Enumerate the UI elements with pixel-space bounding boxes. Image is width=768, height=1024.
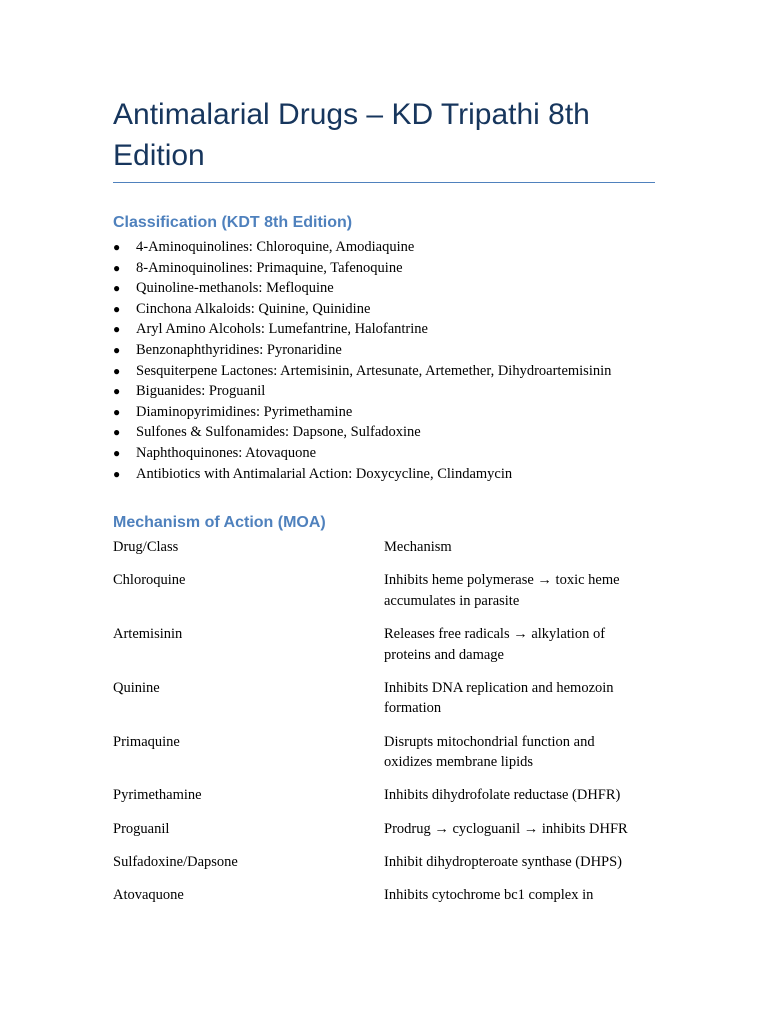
mechanism-cell: Inhibit dihydropteroate synthase (DHPS) [384, 853, 623, 870]
bullet-dot-icon: ● [113, 301, 121, 316]
moa-heading: Mechanism of Action (MOA) [113, 514, 326, 532]
bullet-dot-icon: ● [113, 445, 121, 460]
drug-cell: Artemisinin [113, 626, 183, 643]
list-item-text: Antibiotics with Antimalarial Action: Doxycycline, Clindamycin [136, 465, 513, 482]
bullet-dot-icon: ● [113, 260, 121, 275]
mechanism-cell: Inhibits DNA replication and hemozoin formation [384, 679, 614, 717]
table-row [113, 785, 655, 806]
bullet-dot-icon: ● [113, 342, 121, 357]
drug-cell: Chloroquine [113, 572, 186, 589]
list-item-text: Sulfones & Sulfonamides: Dapsone, Sulfadoxine [136, 424, 421, 441]
drug-cell: Proguanil [113, 820, 170, 837]
mechanism-cell: Inhibits dihydrofolate reductase (DHFR) [384, 787, 621, 804]
table-row [113, 678, 655, 719]
list-item [113, 402, 655, 423]
table-row [113, 852, 655, 873]
list-item [113, 237, 655, 258]
list-item-text: Quinoline-methanols: Mefloquine [136, 280, 334, 297]
mechanism-cell: Prodrug → cycloguanil → inhibits DHFR [384, 820, 628, 837]
moa-table-header [113, 537, 655, 558]
list-item-text: Benzonaphthyridines: Pyronaridine [136, 341, 342, 358]
column-header-drug: Drug/Class [113, 539, 179, 556]
mechanism-cell: Inhibits cytochrome bc1 complex in [384, 887, 594, 903]
list-item [113, 361, 655, 382]
mechanism-cell: Releases free radicals → alkylation of proteins and damage [384, 626, 606, 663]
bullet-dot-icon: ● [113, 363, 121, 378]
table-row [113, 885, 655, 906]
list-item-text: Diaminopyrimidines: Pyrimethamine [136, 403, 353, 420]
bullet-dot-icon: ● [113, 322, 121, 337]
list-item-text: Naphthoquinones: Atovaquone [136, 444, 317, 461]
bullet-dot-icon: ● [113, 384, 121, 399]
drug-cell: Primaquine [113, 733, 180, 750]
mechanism-cell: Disrupts mitochondrial function and oxidizes membrane lipids [384, 733, 595, 771]
list-item-text: Biguanides: Proguanil [136, 383, 266, 400]
bullet-dot-icon: ● [113, 404, 121, 419]
table-row [113, 570, 655, 611]
list-item [113, 464, 655, 485]
list-item [113, 299, 655, 320]
table-row [113, 732, 655, 773]
table-row [113, 624, 655, 665]
list-item-text: 4-Aminoquinolines: Chloroquine, Amodiaquine [136, 239, 415, 255]
list-item [113, 278, 655, 299]
mechanism-cell: Inhibits heme polymerase → toxic heme accumulates in parasite [384, 572, 620, 609]
bullet-dot-icon: ● [113, 425, 121, 440]
bullet-dot-icon: ● [113, 466, 121, 481]
list-item [113, 258, 655, 279]
list-item [113, 443, 655, 464]
bullet-dot-icon: ● [113, 281, 121, 296]
drug-cell: Atovaquone [113, 887, 184, 903]
drug-cell: Sulfadoxine/Dapsone [113, 853, 238, 870]
classification-list [113, 237, 655, 484]
list-item [113, 381, 655, 402]
list-item [113, 340, 655, 361]
moa-table [113, 537, 655, 905]
list-item-text: 8-Aminoquinolines: Primaquine, Tafenoquine [136, 259, 403, 276]
classification-heading: Classification (KDT 8th Edition) [113, 214, 353, 231]
table-row [113, 819, 655, 840]
list-item-text: Cinchona Alkaloids: Quinine, Quinidine [136, 300, 371, 317]
document-title: Antimalarial Drugs – KD Tripathi 8th Edition [113, 94, 655, 183]
drug-cell: Quinine [113, 679, 160, 696]
list-item-text: Sesquiterpene Lactones: Artemisinin, Artesunate, Artemether, Dihydroartemisinin [136, 362, 612, 379]
bullet-dot-icon: ● [113, 240, 121, 254]
column-header-mechanism: Mechanism [384, 539, 452, 556]
list-item [113, 422, 655, 443]
list-item-text: Aryl Amino Alcohols: Lumefantrine, Halofantrine [136, 321, 428, 338]
drug-cell: Pyrimethamine [113, 787, 202, 804]
list-item [113, 319, 655, 340]
